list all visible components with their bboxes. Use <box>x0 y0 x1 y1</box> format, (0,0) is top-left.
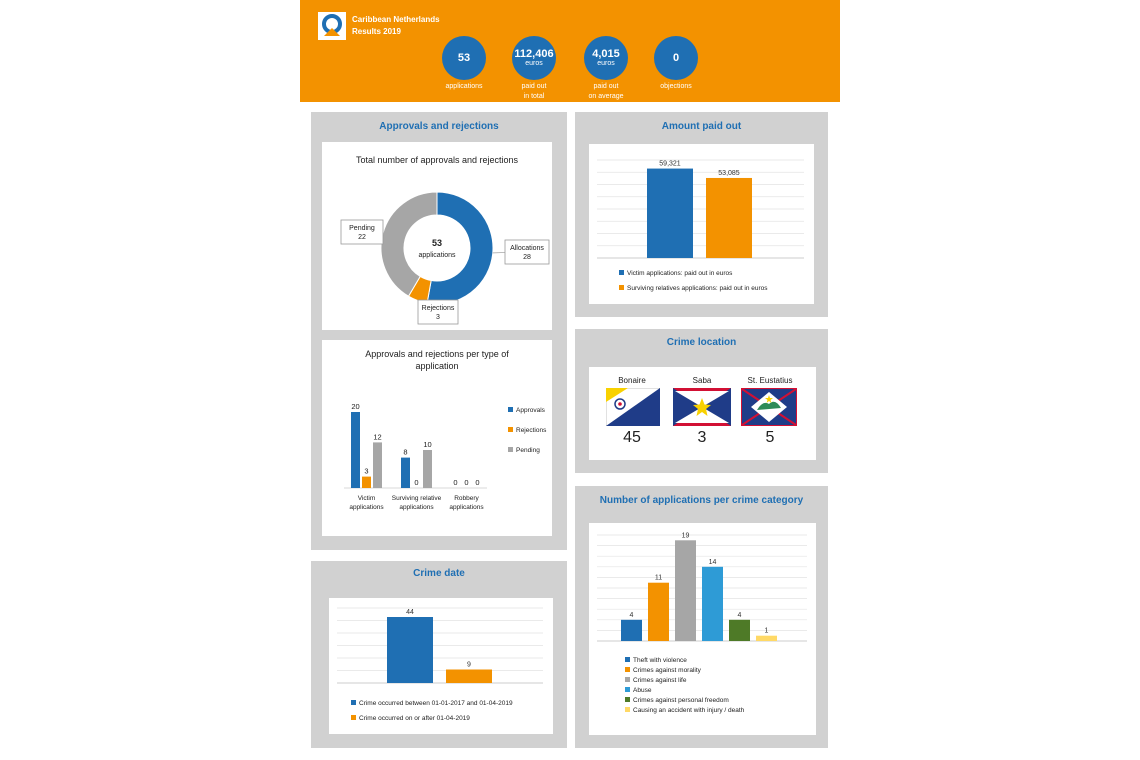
donut-slice-value: 3 <box>436 314 440 321</box>
chart-title: Approvals and rejections per type of application <box>365 349 509 371</box>
bar-value-label: 0 <box>475 478 480 487</box>
donut-slice-name: Rejections <box>421 305 455 312</box>
island-count: 5 <box>765 429 775 446</box>
per-type-chart <box>322 340 552 536</box>
legend-label: Crime occurred between 01-01-2017 and 01-04-2019 <box>359 700 513 707</box>
legend-swatch <box>625 667 630 672</box>
legend-label: Theft with violence <box>633 657 687 664</box>
bar-value-label: 0 <box>414 478 419 487</box>
panel-title: Crime date <box>413 568 465 579</box>
bar-value-label: 8 <box>403 447 408 457</box>
island-name: Saba <box>692 376 712 385</box>
stat-label: paid out <box>521 83 547 90</box>
panel-title: Number of applications per crime category <box>599 495 804 506</box>
bar-value-label: 53,085 <box>718 169 740 177</box>
stat-label: applications <box>445 83 483 90</box>
amount-card <box>589 144 814 304</box>
category-label: Surviving relative <box>391 495 442 502</box>
approvals-panel <box>311 112 567 550</box>
saba-flag-icon <box>673 388 731 426</box>
legend-label: Surviving relatives applications: paid out in euros <box>627 285 768 292</box>
legend-label: Causing an accident with injury / death <box>633 707 745 714</box>
header-banner <box>300 0 840 102</box>
bar-value-label: 9 <box>467 661 471 669</box>
island-count: 45 <box>623 429 641 446</box>
category-label: Robbery <box>454 495 479 502</box>
bar <box>647 169 693 258</box>
stat-value: 53 <box>457 51 471 64</box>
bar-value-label: 44 <box>406 609 414 616</box>
legend-swatch <box>619 270 624 275</box>
category-label: Victim <box>357 495 376 502</box>
bar-value-label: 11 <box>654 574 663 582</box>
category-label: applications <box>349 504 384 511</box>
stat-label: objections <box>660 83 692 90</box>
donut-slice-name: Allocations <box>510 245 544 252</box>
bar-value-label: 0 <box>464 478 469 487</box>
legend-label: Crimes against life <box>633 677 687 684</box>
legend-label: Crimes against morality <box>633 667 701 674</box>
bar <box>362 477 371 488</box>
legend-swatch <box>625 687 630 692</box>
bar-value-label: 0 <box>453 478 458 487</box>
bar-value-label: 20 <box>351 402 360 411</box>
stat-value: 112,406 <box>514 47 554 60</box>
bar-value-label: 3 <box>364 466 369 476</box>
bar <box>401 458 410 488</box>
legend-swatch <box>619 285 624 290</box>
island-count: 3 <box>697 429 707 446</box>
category-panel <box>575 486 828 748</box>
legend-swatch <box>508 407 513 412</box>
category-label: applications <box>399 504 434 511</box>
donut-chart <box>322 142 552 330</box>
bar <box>446 670 492 684</box>
stat-unit: euros <box>525 59 543 67</box>
donut-card <box>322 142 552 330</box>
island-name: Bonaire <box>618 376 646 385</box>
stat-circle <box>442 36 486 80</box>
legend-label: Approvals <box>516 407 545 414</box>
category-chart <box>589 523 816 735</box>
bar <box>706 178 752 258</box>
stat-unit: euros <box>597 59 615 67</box>
legend-swatch <box>625 657 630 662</box>
bar <box>387 617 433 683</box>
category-label: applications <box>449 504 484 511</box>
amount-panel <box>575 112 828 317</box>
stat-value: 4,015 <box>592 47 620 60</box>
bar-value-label: 10 <box>423 440 432 449</box>
stat-label: paid out <box>593 83 619 90</box>
legend-swatch <box>508 427 513 432</box>
legend-label: Pending <box>516 447 540 454</box>
legend-label: Rejections <box>516 427 547 434</box>
brand-line-2: Results 2019 <box>352 27 401 36</box>
legend-swatch <box>351 715 356 720</box>
bar <box>675 540 696 641</box>
panel-title: Amount paid out <box>661 121 742 132</box>
stat-circle <box>654 36 698 80</box>
legend-swatch <box>351 700 356 705</box>
category-card <box>589 523 816 735</box>
bar-value-label: 59,321 <box>659 160 681 168</box>
location-card <box>589 367 816 460</box>
bar <box>423 450 432 488</box>
legend-label: Victim applications: paid out in euros <box>627 270 733 277</box>
bar <box>621 620 642 641</box>
location-panel <box>575 329 828 473</box>
crime-date-chart <box>329 598 553 734</box>
bar-value-label: 4 <box>737 611 742 619</box>
stat-objections <box>631 36 721 92</box>
donut-center-value: 53 <box>431 238 443 248</box>
legend-label: Crimes against personal freedom <box>633 697 729 704</box>
legend-label: Abuse <box>633 687 652 694</box>
crime-date-panel <box>311 561 567 748</box>
bonaire-flag-icon <box>606 388 660 426</box>
panel-title: Approvals and rejections <box>379 121 499 132</box>
bar <box>351 412 360 488</box>
bar <box>729 620 750 641</box>
bar <box>756 636 777 641</box>
legend-swatch <box>625 697 630 702</box>
legend-swatch <box>625 677 630 682</box>
bar <box>702 567 723 641</box>
chart-title: Total number of approvals and rejections <box>355 155 519 165</box>
brand-line-1: Caribbean Netherlands <box>352 15 440 24</box>
per-type-card <box>322 340 552 536</box>
donut-slice-value: 28 <box>523 254 531 261</box>
island-name: St. Eustatius <box>747 376 793 385</box>
bar-value-label: 19 <box>681 532 690 540</box>
legend-swatch <box>508 447 513 452</box>
brand-text <box>352 14 440 38</box>
donut-slice-value: 22 <box>358 234 366 241</box>
bar-value-label: 4 <box>629 611 634 619</box>
donut-slice-name: Pending <box>349 225 375 232</box>
logo-icon <box>318 12 346 40</box>
crime-date-card <box>329 598 553 734</box>
stat-circle <box>584 36 628 80</box>
amount-chart <box>589 144 814 304</box>
st-eustatius-flag-icon <box>741 388 797 426</box>
legend-label: Crime occurred on or after 01-04-2019 <box>359 715 470 722</box>
bar <box>648 583 669 641</box>
legend-swatch <box>625 707 630 712</box>
bar <box>373 442 382 488</box>
stat-value: 0 <box>672 51 680 64</box>
donut-center-label: applications <box>418 252 456 259</box>
stat-circle <box>512 36 556 80</box>
bar-value-label: 14 <box>708 558 717 566</box>
bar-value-label: 1 <box>764 627 769 635</box>
bar-value-label: 12 <box>373 432 382 442</box>
panel-title: Crime location <box>666 337 737 348</box>
stat-label: on average <box>588 93 624 100</box>
stat-label: in total <box>523 93 545 100</box>
